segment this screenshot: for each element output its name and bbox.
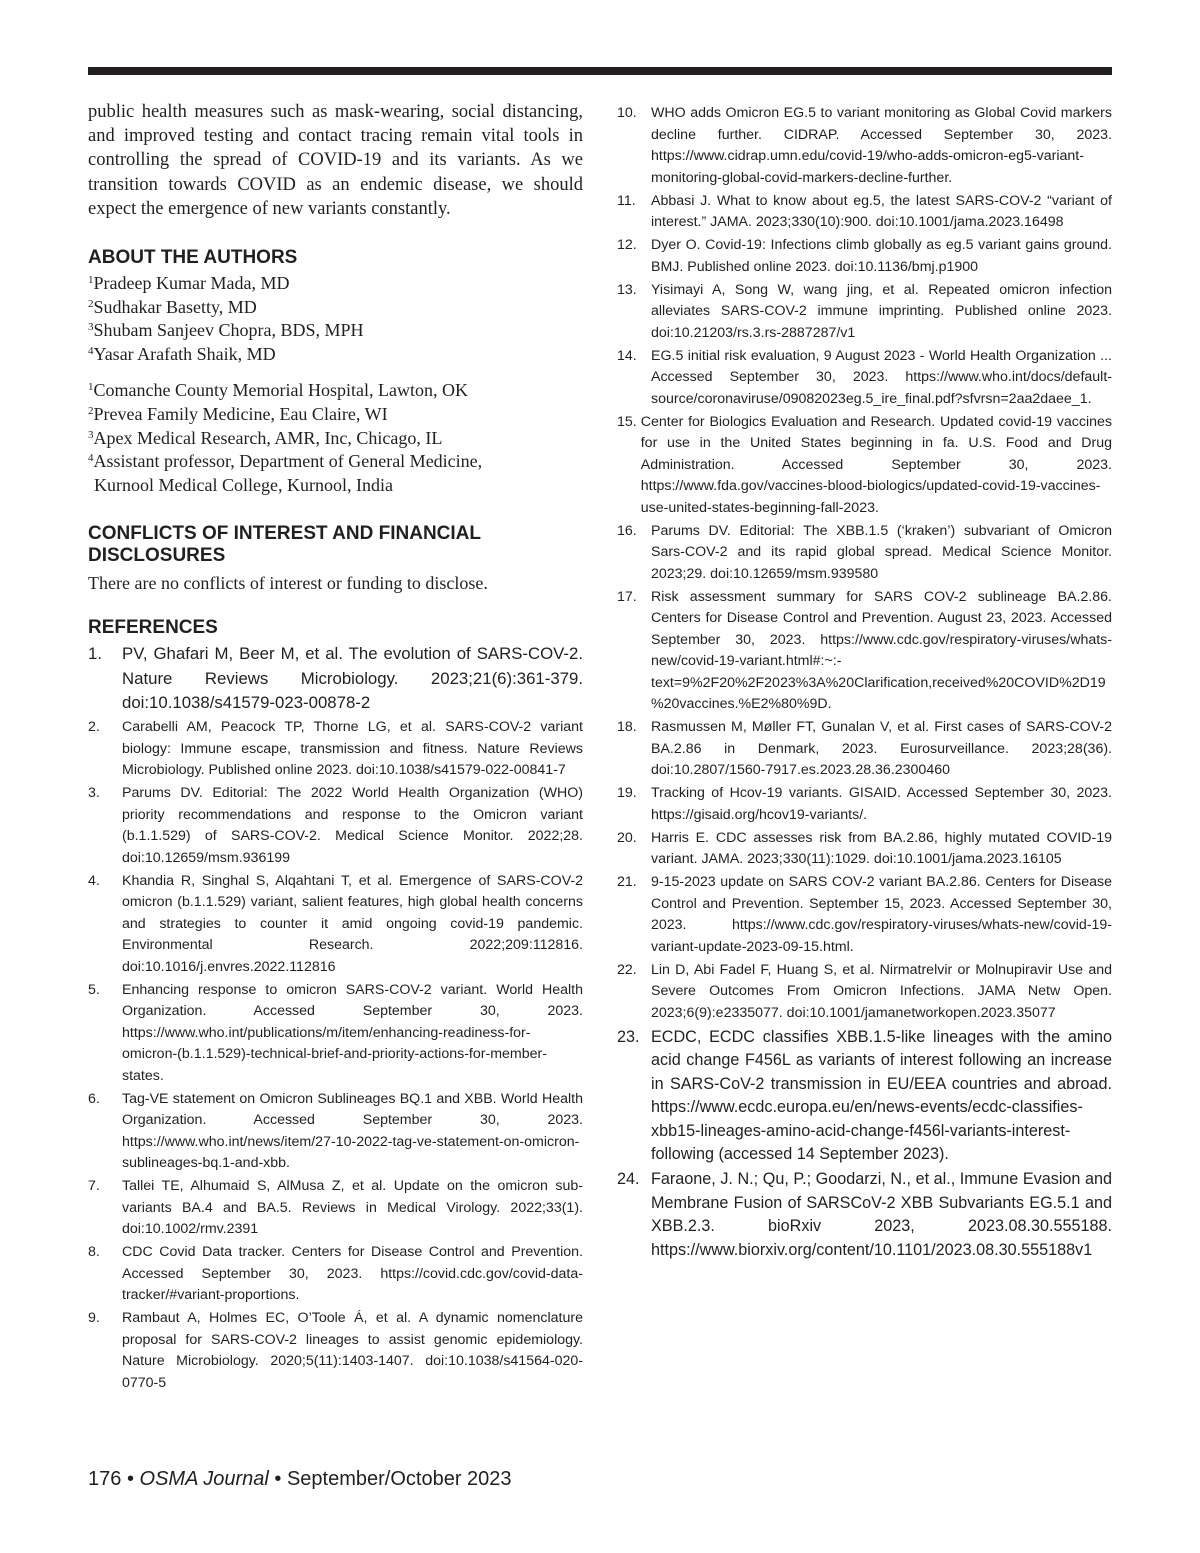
page-footer [88, 1467, 512, 1491]
author-item: $^4$Yasar Arafath Shaik, MD [88, 343, 276, 364]
affiliation-item: $^4$Assistant professor, Department of General Medicine, [88, 451, 483, 472]
reference-item: 4. Khandia R, Singhal S, Alqahtani T, et al. Emergence of SARS-COV-2 omicron (b.1.1.529) variant, salient features, high global health concerns and strategies to counter it amid ongoing covid-19 pandemic. Environmental Research. 2022;209:112816. doi:10.1016/j.envres.2022.112816 [88, 872, 583, 975]
author-item: $^2$Sudhakar Basetty, MD [88, 296, 257, 317]
conflicts-heading: CONFLICTS OF INTEREST AND FINANCIAL DISCLOSURES [88, 523, 481, 567]
reference-item: 12. Dyer O. Covid-19: Infections climb globally as eg.5 variant gains ground. BMJ. Published online 2023. doi:10.1136/bmj.p1900 [617, 237, 1112, 275]
left-column [88, 100, 583, 1396]
reference-item: 14. EG.5 initial risk evaluation, 9 August 2023 - World Health Organization ... Accessed September 30, 2023. https://www.who.int/docs/default-source/coronaviruse/09082023eg.5_ire_final.pdf?sfvrsn=2aa2daee_1. [617, 347, 1112, 407]
intro-paragraph: public health measures such as mask-wearing, social distancing, and improved testing and contact tracing remain vital tools in controlling the spread of COVID-19 and its variants. As we transition towards COVID as an endemic disease, we should expect the emergence of new variants constantly. [88, 102, 583, 219]
reference-item: 11. Abbasi J. What to know about eg.5, the latest SARS-COV-2 “variant of interest.” JAMA. 2023;330(10):900. doi:10.1001/jama.2023.16498 [617, 192, 1112, 230]
affiliation-list [88, 379, 583, 497]
reference-item: 8. CDC Covid Data tracker. Centers for Disease Control and Prevention. Accessed September 30, 2023. https://covid.cdc.gov/covid-data-tracker/#variant-proportions. [88, 1244, 583, 1304]
reference-item: 10. WHO adds Omicron EG.5 to variant monitoring as Global Covid markers decline further. CIDRAP. Accessed September 30, 2023. https://www.cidrap.umn.edu/covid-19/who-adds-omicron-eg5-variant-monitoring-global-covid-markers-decline-further. [617, 105, 1112, 186]
journal-name: OSMA Journal [139, 1468, 269, 1490]
reference-item: 16. Parums DV. Editorial: The XBB.1.5 (‘kraken’) subvariant of Omicron Sars-COV-2 and its rapid global spread. Medical Science Monitor. 2023;29. doi:10.12659/msm.939580 [617, 522, 1112, 582]
reference-item: 1. PV, Ghafari M, Beer M, et al. The evolution of SARS-COV-2. Nature Reviews Microbiology. 2023;21(6):361-379. doi:10.1038/s41579-023-00878-2 [88, 644, 583, 713]
right-column [617, 103, 1112, 1264]
references-heading: REFERENCES [88, 617, 218, 639]
affiliation-continuation: Kurnool Medical College, Kurnool, India [94, 474, 393, 495]
reference-item: 19. Tracking of Hcov-19 variants. GISAID. Accessed September 30, 2023. https://gisaid.org/hcov19-variants/. [617, 785, 1112, 823]
top-rule [88, 67, 1112, 75]
reference-item: 20. Harris E. CDC assesses risk from BA.2.86, highly mutated COVID-19 variant. JAMA. 2023;330(11):1029. doi:10.1001/jama.2023.16105 [617, 829, 1112, 867]
footer-separator: • [274, 1468, 282, 1490]
reference-item: 7. Tallei TE, Alhumaid S, AlMusa Z, et al. Update on the omicron sub-variants BA.4 and BA.5. Reviews in Medical Virology. 2022;33(1). doi:10.1002/rmv.2391 [88, 1178, 583, 1238]
reference-item: 23. ECDC, ECDC classifies XBB.1.5-like lineages with the amino acid change F456L as variants of interest following an increase in SARS-CoV-2 transmission in EU/EEA countries and abroad. https://www.ecdc.europa.eu/en/news-events/ecdc-classifies-xbb15-lineages-amino-acid-change-f456l-variants-interest-following (accessed 14 September 2023). [617, 1027, 1112, 1163]
reference-item: 17. Risk assessment summary for SARS COV-2 sublineage BA.2.86. Centers for Disease Control and Prevention. August 23, 2023. Accessed September 30, 2023. https://www.cdc.gov/respiratory-viruses/whats-new/covid-19-variant.html#:~:-text=9%2F20%2F2023%3A%20Clarification,received%20COVID%2D19%20vaccines.%E2%80%9D. [617, 588, 1112, 712]
reference-item: 5. Enhancing response to omicron SARS-COV-2 variant. World Health Organization. Accessed September 30, 2023. https://www.who.int/publications/m/item/enhancing-readiness-for-omicron-(b.1.1.529)-technical-brief-and-priority-actions-for-member-states. [88, 981, 583, 1084]
reference-item: 9. Rambaut A, Holmes EC, O’Toole Á, et al. A dynamic nomenclature proposal for SARS-COV-2 lineages to assist genomic epidemiology. Nature Microbiology. 2020;5(11):1403-1407. doi:10.1038/s41564-020-0770-5 [88, 1310, 583, 1391]
reference-item: 21. 9-15-2023 update on SARS COV-2 variant BA.2.86. Centers for Disease Control and Prevention. September 15, 2023. Accessed September 30, 2023. https://www.cdc.gov/respiratory-viruses/whats-new/covid-19-variant-update-2023-09-15.html. [617, 874, 1112, 955]
reference-item: 6. Tag-VE statement on Omicron Sublineages BQ.1 and XBB. World Health Organization. Accessed September 30, 2023. https://www.who.int/news/item/27-10-2022-tag-ve-statement-on-omicron-sublineages-bq.1-and-xbb. [88, 1090, 583, 1172]
reference-item: 15. Center for Biologics Evaluation and Research. Updated covid-19 vaccines for use in the United States beginning in fa. U.S. Food and Drug Administration. Accessed September 30, 2023. https://www.fda.gov/vaccines-blood-biologics/updated-covid-19-vaccines-use-united-states-beginning-fall-2023. [617, 413, 1112, 516]
affiliation-item: $^1$Comanche County Memorial Hospital, Lawton, OK [88, 380, 468, 401]
reference-item: 24. Faraone, J. N.; Qu, P.; Goodarzi, N., et al., Immune Evasion and Membrane Fusion of SARSCoV-2 XBB Subvariants EG.5.1 and XBB.2.3. bioRxiv 2023, 2023.08.30.555188. https://www.biorxiv.org/content/10.1101/2023.08.30.555188v1 [617, 1170, 1112, 1259]
about-heading: ABOUT THE AUTHORS [88, 247, 298, 269]
reference-item: 18. Rasmussen M, Møller FT, Gunalan V, et al. First cases of SARS-COV-2 BA.2.86 in Denmark, 2023. Eurosurveillance. 2023;28(36). doi:10.2807/1560-7917.es.2023.28.36.2300460 [617, 719, 1112, 778]
page-number: 176 [88, 1468, 122, 1490]
affiliation-item: $^3$Apex Medical Research, AMR, Inc, Chicago, IL [88, 427, 443, 448]
conflicts-text: There are no conflicts of interest or funding to disclose. [88, 573, 488, 594]
issue-date: September/October 2023 [286, 1468, 512, 1490]
author-item: $^1$Pradeep Kumar Mada, MD [88, 273, 290, 294]
author-item: $^3$Shubam Sanjeev Chopra, BDS, MPH [88, 320, 364, 341]
references-list-left [88, 642, 583, 1394]
author-list [88, 272, 583, 366]
reference-item: 13. Yisimayi A, Song W, wang jing, et al. Repeated omicron infection alleviates SARS-COV-2 immune imprinting. Published online 2023. doi:10.21203/rs.3.rs-2887287/v1 [617, 281, 1112, 341]
reference-item: 2. Carabelli AM, Peacock TP, Thorne LG, et al. SARS-COV-2 variant biology: Immune escape, transmission and fitness. Nature Reviews Microbiology. Published online 2023. doi:10.1038/s41579-022-00841-7 [88, 719, 583, 779]
footer-separator: • [126, 1468, 134, 1490]
affiliation-item: $^2$Prevea Family Medicine, Eau Claire, WI [88, 403, 388, 424]
reference-item: 22. Lin D, Abi Fadel F, Huang S, et al. Nirmatrelvir or Molnupiravir Use and Severe Outcomes From Omicron Infections. JAMA Netw Open. 2023;6(9):e2335077. doi:10.1001/jamanetworkopen.2023.35077 [617, 961, 1112, 1021]
reference-item: 3. Parums DV. Editorial: The 2022 World Health Organization (WHO) priority recommendations and response to the Omicron variant (b.1.1.529) of SARS-COV-2. Medical Science Monitor. 2022;28. doi:10.12659/msm.936199 [88, 785, 583, 866]
